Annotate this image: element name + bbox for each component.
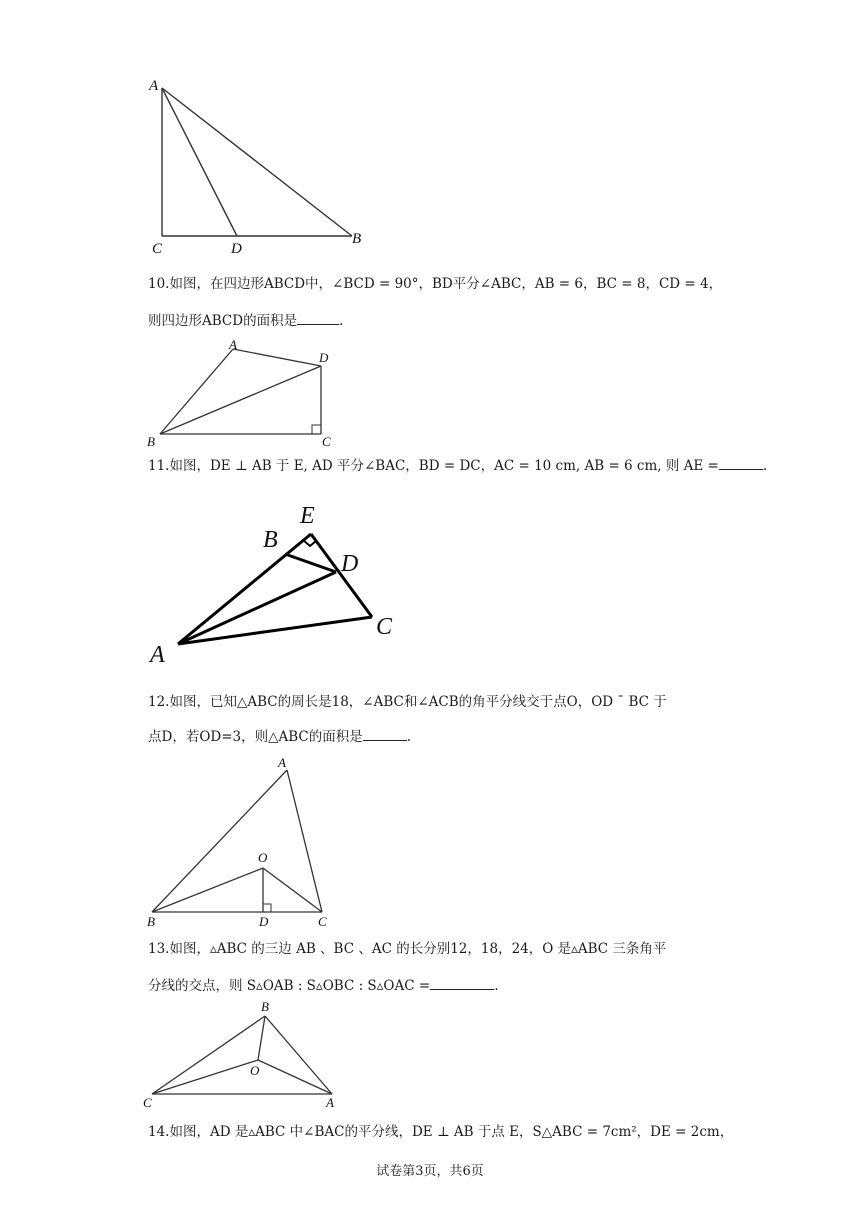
question-12 (148, 692, 728, 712)
figure-q9 (140, 70, 380, 260)
label-D: D (341, 551, 359, 577)
question-text-line2: 分线的交点，则 S▵OAB : S▵OBC : S▵OAC = (148, 978, 431, 994)
label-C: C (152, 241, 163, 257)
label-B: B (147, 434, 155, 449)
triangle-diagram-q13 (140, 996, 350, 1116)
label-C: C (322, 434, 331, 449)
question-text-line2: 则四边形ABCD的面积是 (148, 313, 298, 329)
question-text-line1: 如图，▵ABC 的三边 AB 、BC 、AC 的长分别12，18，24，O 是▵ABC 三条角平 (169, 941, 667, 957)
label-A: A (149, 78, 159, 94)
question-10 (148, 274, 728, 294)
label-D: D (259, 914, 269, 929)
figure-q13 (140, 996, 350, 1116)
label-B: B (352, 231, 362, 247)
question-number: 12. (148, 694, 170, 710)
question-10-line2: 则四边形ABCD的面积是 . (148, 310, 728, 331)
question-text-line1: 如图，在四边形ABCD中，∠BCD = 90°，BD平分∠ABC，AB = 6，BC = 8，CD = 4， (169, 276, 723, 292)
triangle-diagram-q9 (140, 70, 380, 260)
question-13 (148, 939, 728, 959)
label-O: O (258, 850, 268, 865)
label-A: A (229, 337, 237, 352)
label-A: A (326, 1095, 334, 1110)
label-C: C (143, 1095, 152, 1110)
label-C: C (318, 914, 327, 929)
label-B: B (263, 527, 278, 553)
label-A: A (150, 642, 165, 668)
label-D: D (319, 350, 329, 365)
question-text: 如图，AD 是▵ABC 中∠BAC的平分线，DE ⊥ AB 于点 E，S△ABC = 7cm²，DE = 2cm， (169, 1124, 734, 1140)
question-text-line2: 点D，若OD=3，则△ABC的面积是 (148, 729, 363, 745)
question-number: 14. (148, 1124, 170, 1140)
triangle-diagram-q11 (140, 496, 410, 676)
label-C: C (376, 614, 393, 640)
question-number: 11. (148, 458, 170, 474)
label-B: B (147, 914, 155, 929)
question-number: 10. (148, 276, 170, 292)
figure-q11 (140, 496, 410, 676)
question-11: 11.如图，DE ⊥ AB 于 E, AD 平分∠BAC，BD = DC，AC = 10 cm, AB = 6 cm, 则 AE = . (148, 455, 728, 476)
answer-blank[interactable] (297, 310, 339, 325)
question-number: 13. (148, 941, 170, 957)
label-B: B (261, 999, 269, 1014)
triangle-diagram-q12 (140, 752, 350, 932)
page-footer: 试卷第3页，共6页 (376, 1164, 484, 1179)
quadrilateral-diagram-q10 (140, 336, 350, 451)
answer-blank[interactable] (363, 726, 407, 741)
question-text-line1: 如图，已知△ABC的周长是18，∠ABC和∠ACB的角平分线交于点O，OD ˉ BC 于 (169, 694, 667, 710)
label-E: E (300, 503, 315, 529)
question-12-line2: 点D，若OD=3，则△ABC的面积是 . (148, 726, 728, 747)
label-A: A (278, 755, 286, 770)
answer-blank[interactable] (719, 455, 763, 470)
label-O: O (250, 1063, 260, 1078)
question-text: 如图，DE ⊥ AB 于 E, AD 平分∠BAC，BD = DC，AC = 10 cm, AB = 6 cm, 则 AE = (169, 458, 719, 474)
answer-blank[interactable] (430, 975, 494, 990)
question-13-line2: 分线的交点，则 S▵OAB : S▵OBC : S▵OAC = . (148, 975, 728, 996)
label-D: D (231, 241, 242, 257)
figure-q10 (140, 336, 350, 451)
figure-q12 (140, 752, 350, 932)
question-14 (148, 1122, 734, 1142)
